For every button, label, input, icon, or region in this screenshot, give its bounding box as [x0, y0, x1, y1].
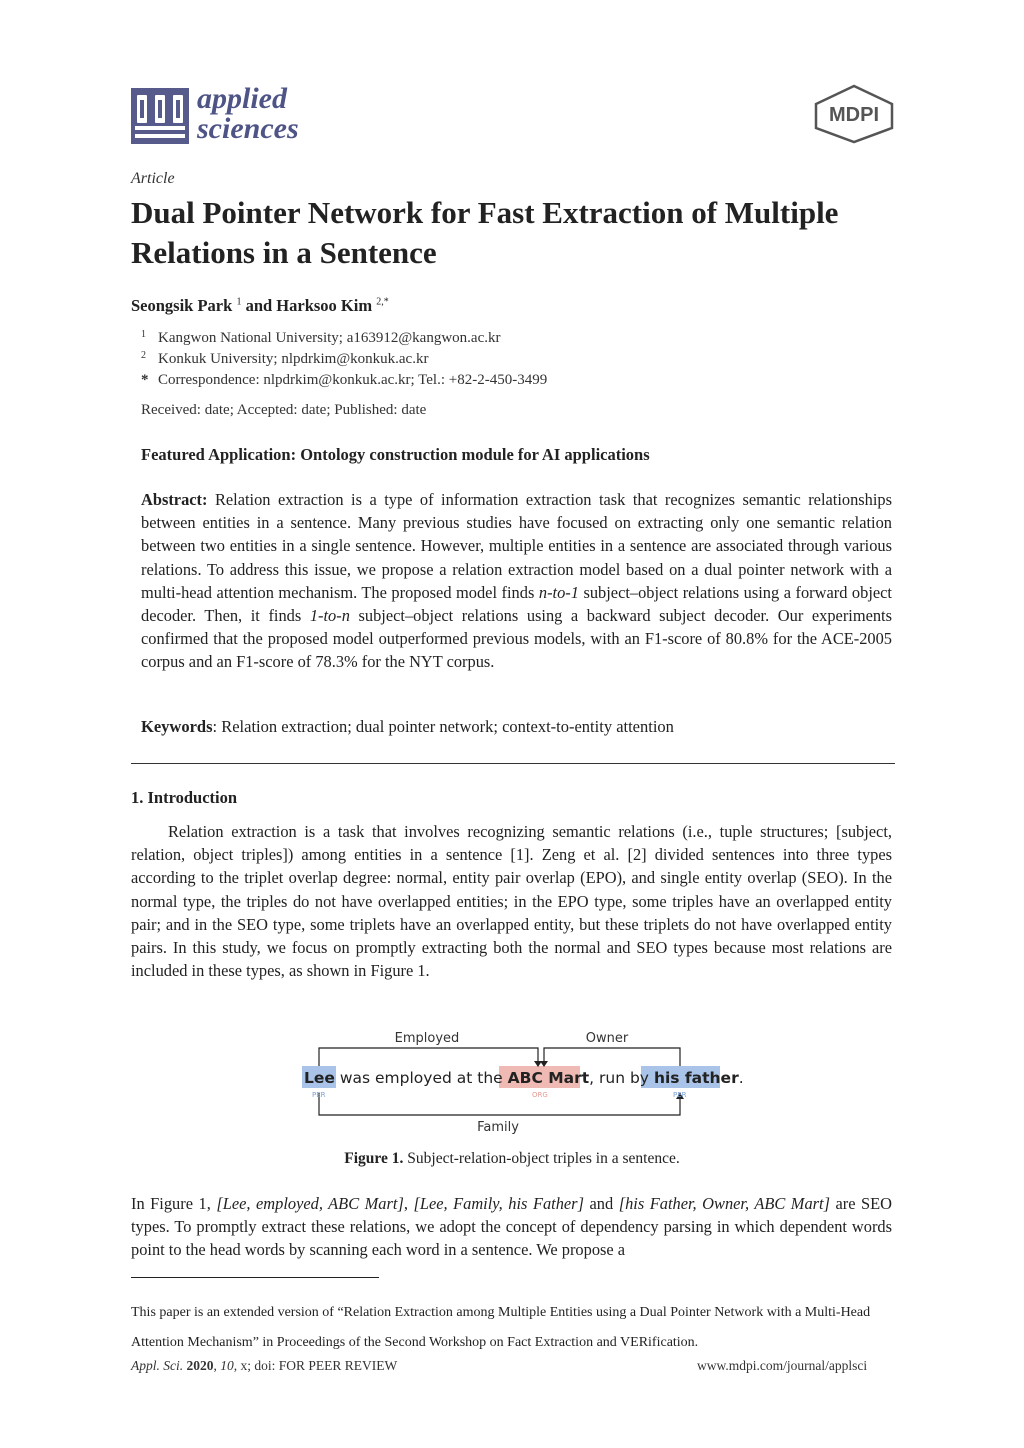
figure-caption-label: Figure 1. [344, 1150, 404, 1167]
figure-caption-text: Subject-relation-object triples in a sentence. [407, 1150, 680, 1167]
relation-arrow-employed [319, 1048, 538, 1066]
triple-example: [Lee, employed, ABC Mart] [216, 1194, 404, 1213]
triple-example: [Lee, Family, his Father] [413, 1194, 584, 1213]
abstract-term: 1-to-n [309, 606, 350, 626]
entity-abc-mart: ABC Mart [507, 1069, 590, 1087]
affiliation-line [141, 329, 501, 347]
triple-example: [his Father, Owner, ABC Mart] [618, 1194, 830, 1213]
footnote-divider [131, 1277, 379, 1278]
affiliation-text: Konkuk University; nlpdrkim@konkuk.ac.kr [158, 351, 429, 367]
relation-label-employed: Employed [394, 1031, 460, 1046]
affiliation-mark: 1 [141, 329, 146, 340]
abstract-text: subject–object relations using a forward object decoder. Then, it finds [141, 582, 892, 626]
journal-name-line2: sciences [197, 112, 299, 145]
affiliation-text: Correspondence: nlpdrkim@konkuk.ac.kr; Tel.: +82-2-450-3499 [158, 372, 548, 388]
relation-arrow-owner [544, 1048, 680, 1066]
entity-tag-per: PER [673, 1091, 687, 1099]
publisher-logo [812, 84, 896, 144]
abstract-text: Relation extraction is a type of information extraction task that recognizes semantic relationships between entities in a sentence. Many previous studies have focused on extracting only one semantic relation between two entities in a single sentence. However, multiple entities in a sentence are associated through various relations. To address this issue, we propose a relation extraction model based on a dual pointer network with a multi-head attention mechanism. The proposed model finds [141, 490, 892, 602]
sentence-fragment: , run by [589, 1069, 649, 1087]
body-text: are SEO types. To promptly extract these relations, we adopt the concept of dependency parsing in which dependent words point to the head words by scanning each word in a sentence. We propose a [131, 1194, 893, 1260]
publisher-name: MDPI [829, 104, 879, 126]
affiliation-mark: 2 [141, 350, 146, 361]
citation-footer: Appl. Sci. 2020, 10, x; doi: FOR PEER REVIEW [131, 1358, 398, 1373]
publication-dates: Received: date; Accepted: date; Published: date [141, 402, 427, 418]
author-name: Seongsik Park [131, 296, 233, 315]
section-heading: 1. Introduction [131, 788, 238, 807]
footer-volume: 10 [220, 1358, 234, 1373]
abstract-label: Abstract [141, 490, 202, 509]
relation-label-family: Family [477, 1120, 519, 1135]
entity-tag-org: ORG [532, 1091, 548, 1099]
intro-paragraph: Relation extraction is a task that involves recognizing semantic relations (i.e., tuple structures; [subject, relation, object triples]) among entities in a sentence [1]. Zeng et al. [2] divided sentences into three types according to the triplet overlap degree: normal, entity pair overlap (EPO), and single entity overlap (SEO). In the normal type, the triples do not have overlapped entities; in the EPO type, some triples have an overlapped entity pair; and in the SEO type, some triplets have an overlapped entity, but these triplets do not have overlapped entity pairs. In this study, we focus on promptly extracting both the normal and SEO types because most relations are included in these types, as shown in Figure 1. [131, 822, 892, 981]
journal-url[interactable]: www.mdpi.com/journal/applsci [697, 1358, 868, 1373]
footer-doi: , x; doi: FOR PEER REVIEW [233, 1358, 398, 1373]
abstract: Abstract: Relation extraction is a type of information extraction task that recognizes semantic relationships between entities in a sentence. Many previous studies have focused on extracting only one semantic relation between two entities in a single sentence. However, multiple entities in a sentence are associated through various relations. To address this issue, we propose a relation extraction model based on a dual pointer network with a multi-head attention mechanism. The proposed model finds n-to-1 subject–object relations using a forward object decoder. Then, it finds 1-to-n subject–object relations using a backward subject decoder. Our experiments confirmed that the proposed model outperformed previous models, with an F1-score of 80.8% for the ACE-2005 corpus and an F1-score of 78.3% for the NYT corpus. [141, 490, 892, 672]
keywords-text: Relation extraction; dual pointer network; context-to-entity attention [221, 717, 674, 736]
sentence-fragment: was employed at the [339, 1069, 503, 1087]
keywords: Keywords: Relation extraction; dual pointer network; context-to-entity attention [141, 717, 674, 736]
footnote: This paper is an extended version of “Relation Extraction among Multiple Entities using a Dual Pointer Network with a Multi-Head Attention Mechanism” in Proceedings of the Second Workshop on Fact Extraction and VERification. [131, 1305, 871, 1350]
abstract-text: subject–object relations using a backward subject decoder. Our experiments confirmed that the proposed model outperformed previous models, with an F1-score of 80.8% for the ACE-2005 corpus and an F1-score of 78.3% for the NYT corpus. [141, 606, 892, 672]
journal-emblem-icon [131, 88, 189, 144]
figure-1 [296, 1025, 744, 1137]
paper-title: Dual Pointer Network for Fast Extraction of Multiple Relations in a Sentence [131, 195, 839, 270]
body-paragraph: In Figure 1, [Lee, employed, ABC Mart], [Lee, Family, his Father] and [his Father, Owner, ABC Mart] are SEO types. To promptly extract these relations, we adopt the concept of dependency parsing in which dependent words point to the head words by scanning each word in a sentence. We propose a [131, 1194, 893, 1260]
figure-caption [0, 1150, 1024, 1168]
author-conjunction: and [245, 296, 273, 315]
header-divider [131, 763, 895, 764]
entity-tag-per: PER [312, 1091, 326, 1099]
featured-text: Ontology construction module for AI applications [300, 445, 650, 464]
relation-arrow-family [319, 1093, 680, 1115]
footer-year: 2020 [186, 1358, 214, 1373]
author-affiliation-mark: 2,* [376, 296, 389, 308]
correspondence-line [141, 372, 547, 389]
affiliation-mark: * [141, 372, 149, 388]
author-affiliation-mark: 1 [236, 296, 242, 308]
affiliation-line [141, 350, 428, 368]
body-text: and [589, 1194, 614, 1213]
abstract-term: n-to-1 [538, 582, 579, 602]
keywords-label: Keywords [141, 717, 213, 736]
entity-his-father: his father [653, 1069, 739, 1087]
footer-journal: Appl. Sci. [131, 1358, 184, 1373]
body-text: In Figure 1, [131, 1194, 211, 1213]
featured-label: Featured Application [141, 445, 291, 464]
journal-name-line1: applied [197, 82, 287, 115]
affiliation-text: Kangwon National University; a163912@kangwon.ac.kr [158, 330, 501, 346]
relation-label-owner: Owner [585, 1031, 629, 1046]
journal-logo [131, 82, 311, 148]
article-type: Article [131, 170, 175, 187]
entity-lee: Lee [304, 1069, 335, 1087]
figure-sentence [304, 1069, 744, 1087]
featured-application: Featured Application: Ontology construction module for AI applications [141, 445, 650, 464]
sentence-fragment: . [738, 1069, 744, 1087]
author-name: Harksoo Kim [276, 296, 373, 315]
author-list [131, 296, 389, 316]
